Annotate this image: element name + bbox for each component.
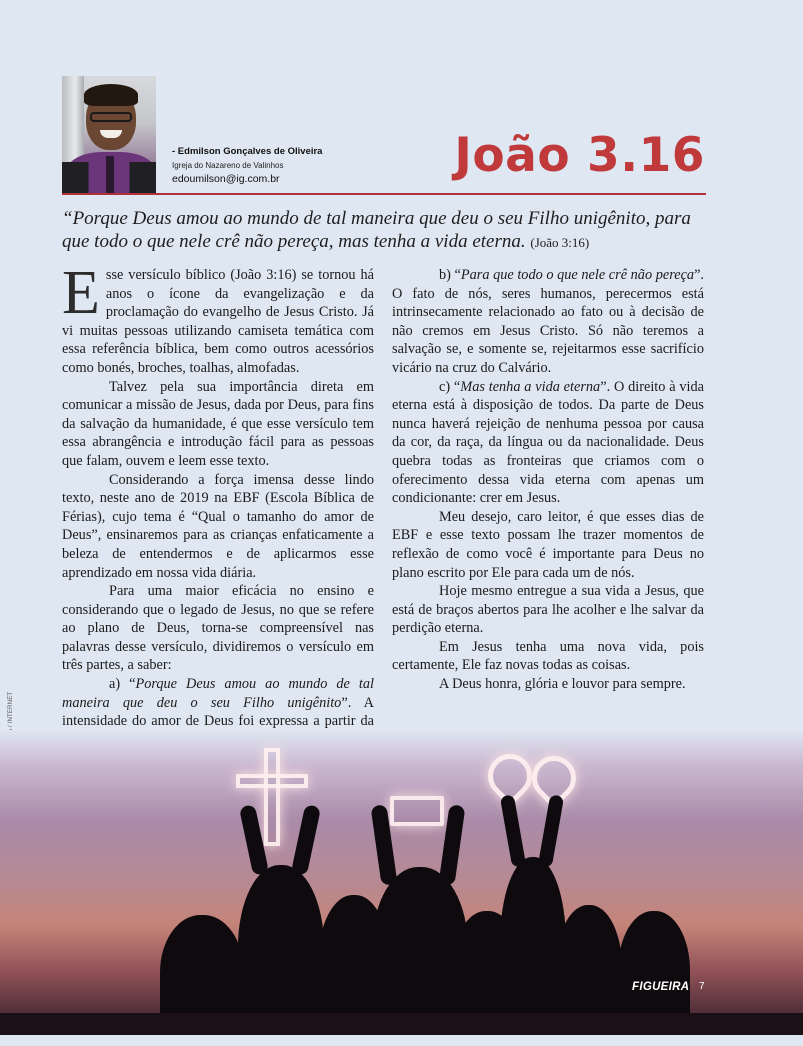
article-paragraph: Para uma maior eficácia no ensino e considerando que o legado de Jesus, no que se refere ao plano de Deus, torna-se compreensível nas palavras desse versículo, dividiremos o versículo em três partes, a saber: [62, 583, 374, 674]
article-paragraph: Em Jesus tenha uma nova vida, pois certamente, Ele faz novas todas as coisas. [392, 638, 704, 674]
article-paragraph: A Deus honra, glória e louvor para sempre. [439, 676, 686, 693]
page-number: 7 [699, 981, 705, 992]
cross-icon [264, 748, 280, 846]
book-icon [390, 796, 444, 826]
article-paragraph: c) “Mas tenha a vida eterna”. O direito à vida eterna está à disposição de todos. Da parte de Deus nunca haverá rejeição de nenhuma pessoa por causa da cor, da raça, da língua ou da nacionalidade. Deus quebra todas as fronteiras que criamos com o oferecimento dessa vida eterna com apenas um condicionante: crer em Jesus. [392, 378, 704, 507]
article-paragraph-continued: a) “Porque Deus amou ao mundo de tal maneira que deu o seu Filho unigênito”. A intensidade do amor de Deus foi expressa a partir da [62, 676, 375, 730]
verse-reference: (João 3:16) [530, 235, 590, 250]
brand-logo: FIGUEIRA [632, 981, 690, 993]
title-divider [62, 193, 706, 195]
author-name: - Edmilson Gonçalves de Oliveira [172, 146, 323, 157]
article-paragraph: Meu desejo, caro leitor, é que esses dias de EBF e esse texto possam lhe trazer momentos de reflexão de como você é importante para Deus no plano escrito por Ele para cada um de nós. [392, 508, 704, 581]
drop-cap: E [62, 259, 100, 327]
author-email: edoumilson@ig.com.br [172, 173, 280, 185]
author-photo [62, 76, 156, 194]
article-paragraph: Esse versículo bíblico (João 3:16) se tornou há anos o ícone da evangelização e da proclamação do evangelho de Jesus Cristo. Já vi muitas pessoas utilizando camiseta temática com essa referência bíblica, bem como outros acessórios como bonés, broches, toalhas, almofadas. [62, 259, 374, 376]
article-paragraph: Talvez pela sua importância direta em comunicar a missão de Jesus, dada por Deus, para fins da salvação da humanidade, é que esse versículo tem essa abrangência e introdução fácil para as pessoas que falam, ouvem e leem esse texto. [62, 378, 374, 469]
article-paragraph: Considerando a força imensa desse lindo texto, neste ano de 2019 na EBF (Escola Bíblica de Férias), cujo tema é “Qual o tamanho do amor de Deus”, ensinaremos para as crianças enfaticamente a beleza de entendermos e de aplicarmos esse aprendizado em nossa vida diária. [62, 471, 374, 581]
author-church: Igreja do Nazareno de Valinhos [172, 161, 284, 170]
article-paragraph: Hoje mesmo entregue a sua vida a Jesus, que está de braços abertos para lhe acolher e lhe salvar da perdição eterna. [392, 583, 704, 637]
page-title: João 3.16 [454, 128, 705, 183]
author-block [172, 146, 322, 185]
article-paragraph: b) “Para que todo o que nele crê não pereça”. O fato de nós, seres humanos, perecermos está intrinsecamente relacionado ao fato ou à decisão de não cremos em Jesus Cristo. Só não teremos a salvação se, e somente se, rejeitarmos esse sacrifício vicário na cruz do Calvário. [392, 267, 704, 376]
verse-quote [62, 207, 722, 254]
verse-quote-text: “Porque Deus amou ao mundo de tal maneira que deu o seu Filho unigênito, para que todo o que nele crê não pereça, mas tenha a vida eterna. [62, 208, 691, 252]
article-column-right [392, 266, 704, 694]
article-column-left [62, 259, 375, 805]
